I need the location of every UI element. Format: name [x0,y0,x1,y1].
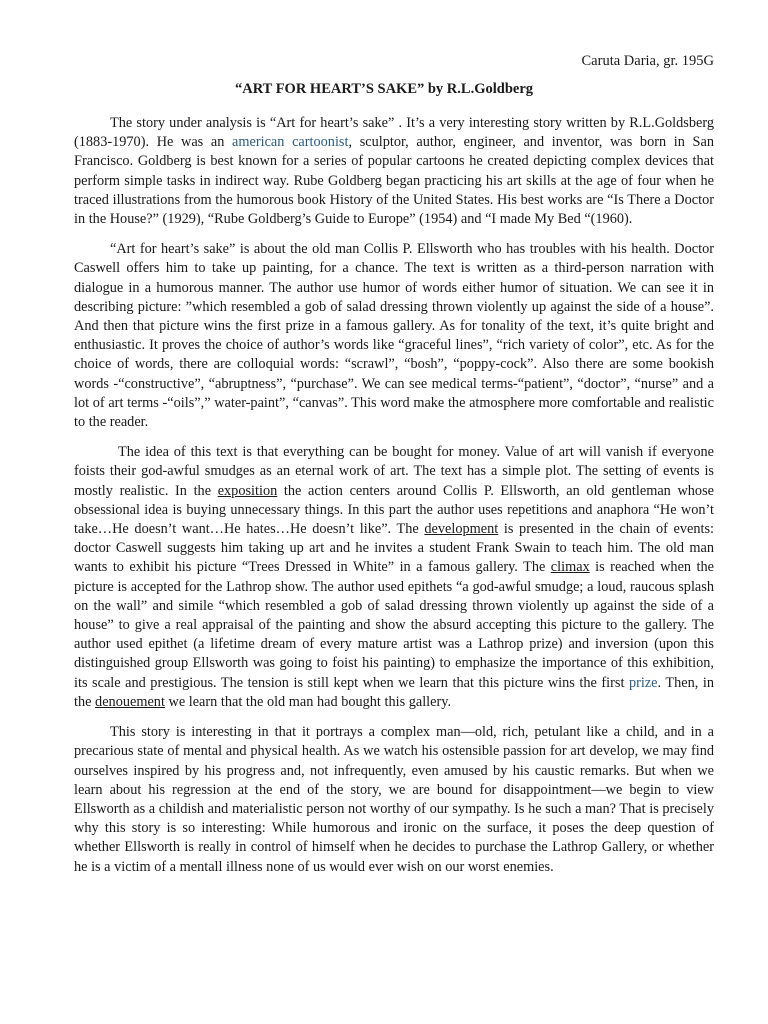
term-denouement: denouement [95,693,165,710]
paragraph-text: , sculptor, author, engineer, and inventor, was born in San Francisco. Goldberg is best known for a series of popular cartoons he created depicting complex devices that perform simple tasks in indirect way. Rube Goldberg began practicing his art skills at the age of four when he traced illustrations from the humorous book History of the United States. His best works are “Is There a Doctor in the House?” (1929), “Rube Goldberg’s Guide to Europe” (1954) and “I made My Bed “(1960). [74,134,714,228]
paragraph-text: is reached when the picture is accepted for the Lathrop show. The author used epithets “a god-awful smudge; a loud, raucous splash on the wall” and simile “which resembled a gob of salad dressing thrown violently up against the side of a house” to give a real appraisal of the painting and show the absurd accepting this picture to the gallery. The author used epithet (a lifetime dream of every mature artist was a Lathrop prize) and inversion (upon this distinguished group Ellsworth was going to foist his painting) to emphasize the importance of this exhibition, its scale and prestigious. The tension is still kept when we learn that this picture wins the first [74,559,714,691]
term-climax: climax [550,559,590,576]
paragraph-intro [74,114,714,229]
paragraph-text: The idea of this text is that everything can be bought for money. Value of art will vanish if everyone foists their god-awful smudges as an eternal work of art. The text has a simple plot. The setting of events is mostly realistic. In the [74,444,714,499]
paragraph-text: . Then, in the [74,674,714,710]
paragraph-text: the action centers around Collis P. Ellsworth, an old gentleman whose obsessional idea is buying unnecessary things. In this part the author uses repetitions and anaphora “He won’t take…He doesn’t want…He hates…He doesn’t like”. The [74,482,714,538]
document-title: “ART FOR HEART’S SAKE” by R.L.Goldberg [234,81,534,97]
paragraph-summary: “Art for heart’s sake” is about the old man Collis P. Ellsworth who has troubles with his health. Doctor Caswell offers him to take up painting, for a chance. The text is written as a third-person narration with dialogue in a humorous manner. The author use humor of words either humor of situation. We can see it in describing picture: ”which resembled a gob of salad dressing thrown violently up against the side of a house”. And then that picture wins the first prize in a famous gallery. As for tonality of the text, it’s quite bright and enthusiastic. It proves the choice of author’s words like “graceful lines”, “rich variety of color”, etc. As for the choice of words, there are colloquial words: “scrawl”, “bosh”, “poppy-cock”. Also there are some bookish words -“constructive”, “abruptness”, “purchase”. We can see medical terms-“patient”, “doctor”, “nurse” and a lot of art terms -“oils”,” water-paint”, “canvas”. This word make the atmosphere more comfortable and realistic to the reader. [74,241,714,431]
american-cartoonist-link[interactable]: american cartoonist [232,134,349,151]
document-body [74,114,714,888]
paragraph-analysis [74,443,714,712]
term-exposition: exposition [217,482,278,499]
paragraph-conclusion: This story is interesting in that it portrays a complex man—old, rich, petulant like a child, and in a precarious state of mental and physical health. As we watch his ostensible passion for art develop, we may find ourselves inspired by his progress and, not infrequently, even amused by his caustic remarks. But when we learn about his regression at the end of the story, we are bound for disappointment—we begin to view Ellsworth as a childish and materialistic person not worthy of our sympathy. Is he such a man? That is precisely why this story is so interesting: While humorous and ironic on the surface, it poses the deep question of whether Ellsworth is really in control of himself when he decides to purchase the Lathrop Gallery, or whether he is a victim of a mentall illness none of us would ever wish on our worst enemies. [74,724,714,875]
author-line: Caruta Daria, gr. 195G [581,53,714,69]
paragraph-text: The story under analysis is “Art for heart’s sake” . It’s a very interesting story written by R.L.Goldsberg (1883-1970). He was an [74,115,714,151]
term-development: development [424,521,499,538]
paragraph-text: we learn that the old man had bought this gallery. [164,693,452,710]
prize-link[interactable]: prize [628,674,658,691]
paragraph-text: is presented in the chain of events: doctor Caswell suggests him taking up art and he invites a student Frank Swain to teach him. The old man wants to exhibit his picture “Trees Dressed in White” in a famous gallery. The [74,521,714,576]
